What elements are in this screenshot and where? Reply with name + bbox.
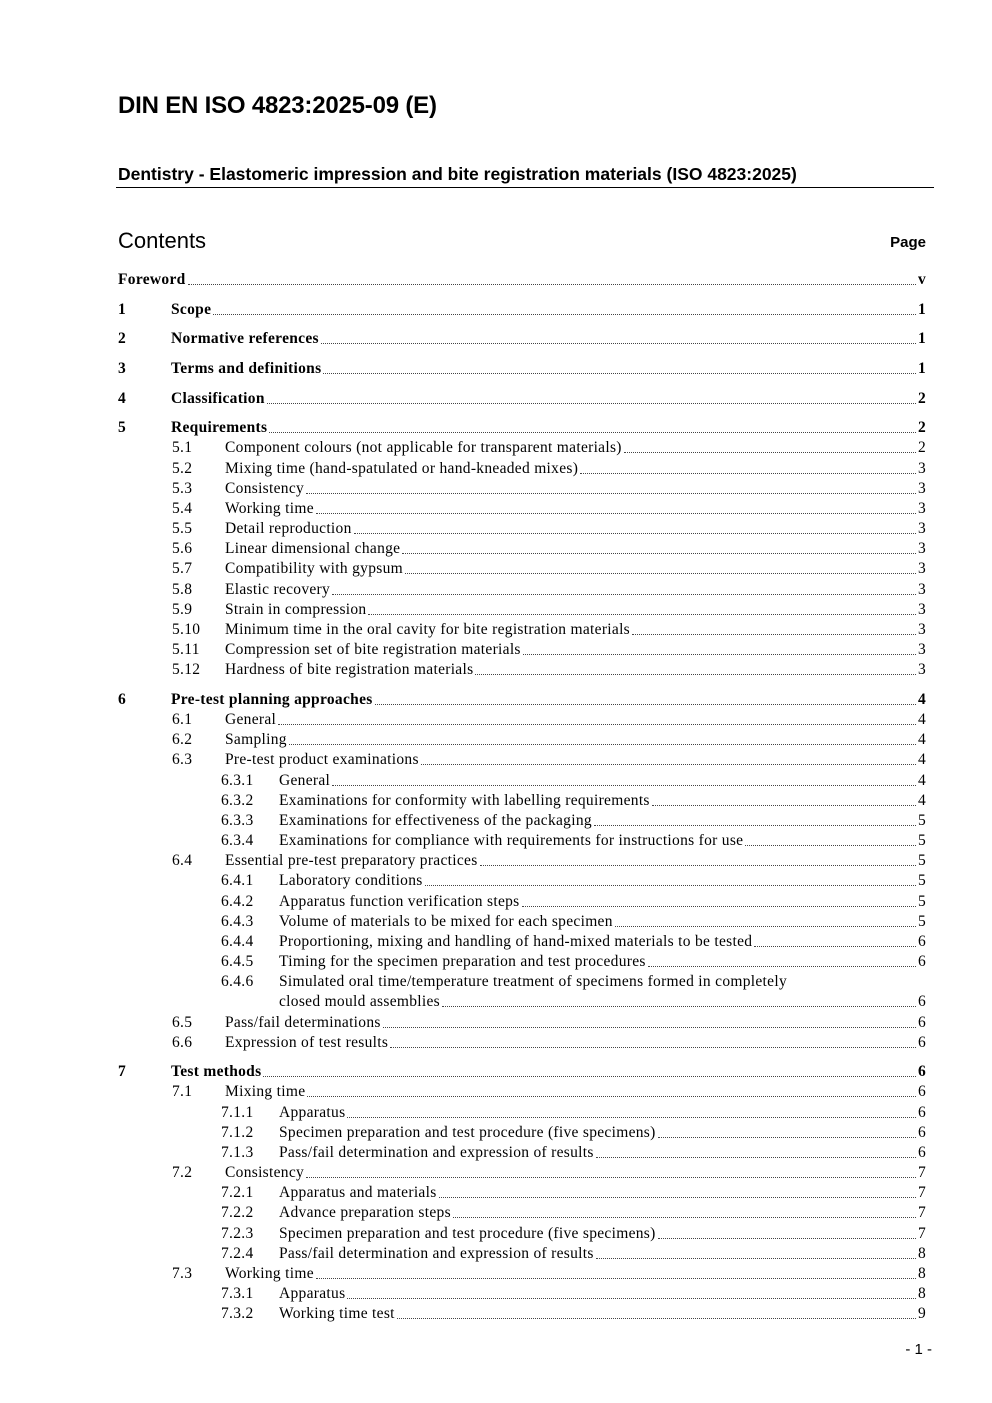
toc-dot-leader [316, 1278, 916, 1279]
toc-entry[interactable] [118, 1304, 926, 1324]
toc-entry-title: Pass/fail determination and expression of results [279, 1245, 594, 1262]
toc-dot-leader [523, 654, 916, 655]
toc-entry[interactable] [118, 1143, 926, 1163]
toc-entry-title: Proportioning, mixing and handling of hand-mixed materials to be tested [279, 933, 753, 950]
toc-entry[interactable] [118, 418, 926, 438]
toc-entry-number: 5.11 [172, 641, 200, 658]
toc-entry-title: Volume of materials to be mixed for each specimen [279, 913, 613, 930]
toc-entry-title: Consistency [225, 1164, 305, 1181]
toc-dot-leader [442, 1006, 916, 1007]
toc-entry-title: Working time [225, 500, 314, 517]
toc-entry[interactable] [118, 851, 926, 871]
toc-dot-leader [658, 1238, 916, 1239]
toc-entry-title: General [225, 711, 277, 728]
toc-entry-title: Timing for the specimen preparation and test procedures [279, 953, 646, 970]
toc-entry-title: Consistency [225, 480, 305, 497]
toc-entry[interactable] [118, 479, 926, 499]
toc-entry[interactable] [118, 932, 926, 952]
toc-entry-number: 6.3.3 [221, 812, 254, 829]
toc-entry-title-continued: closed mould assemblies [279, 993, 441, 1010]
toc-entry[interactable] [118, 1224, 926, 1244]
toc-entry-title: Advance preparation steps [279, 1204, 451, 1221]
toc-entry-page: 3 [917, 641, 926, 658]
toc-dot-leader [475, 674, 916, 675]
toc-dot-leader [425, 885, 916, 886]
toc-entry-page: 1 [917, 301, 926, 318]
toc-entry-title: Mixing time (hand-spatulated or hand-kneaded mixes) [225, 460, 579, 477]
toc-dot-leader [390, 1047, 916, 1048]
toc-dot-leader [658, 1137, 916, 1138]
toc-dot-leader [332, 594, 916, 595]
toc-entry[interactable] [118, 1264, 926, 1284]
toc-entry-page: 7 [917, 1204, 926, 1221]
toc-dot-leader [269, 432, 916, 433]
toc-entry-number: 7.2.4 [221, 1245, 254, 1262]
toc-entry-number: 7 [118, 1063, 127, 1080]
toc-entry-page: 6 [917, 1144, 926, 1161]
toc-entry[interactable] [118, 459, 926, 479]
toc-dot-leader [596, 1258, 916, 1259]
toc-dot-leader [453, 1217, 916, 1218]
toc-entry-title: Working time test [279, 1305, 395, 1322]
toc-entry-page: 4 [917, 772, 926, 789]
toc-entry[interactable] [118, 600, 926, 620]
toc-entry-page: 3 [917, 480, 926, 497]
toc-entry-page: 3 [917, 460, 926, 477]
toc-dot-leader [480, 865, 916, 866]
toc-dot-leader [267, 403, 916, 404]
toc-dot-leader [397, 1318, 916, 1319]
page-number: - 1 - [905, 1341, 932, 1358]
toc-entry-page: 9 [917, 1305, 926, 1322]
toc-entry[interactable] [118, 811, 926, 831]
toc-entry-page: 2 [917, 390, 926, 407]
toc-entry-page: 6 [917, 1083, 926, 1100]
toc-entry-title: Examinations for compliance with requirements for instructions for use [279, 832, 744, 849]
toc-entry[interactable] [118, 300, 926, 320]
toc-entry-page: 6 [917, 1034, 926, 1051]
toc-dot-leader [405, 573, 916, 574]
toc-entry[interactable] [118, 1033, 926, 1053]
toc-entry-title: Pass/fail determinations [225, 1014, 381, 1031]
toc-entry-page: 8 [917, 1245, 926, 1262]
toc-entry[interactable] [118, 972, 926, 1012]
toc-entry-title: Pass/fail determination and expression of results [279, 1144, 594, 1161]
toc-entry-number: 6.2 [172, 731, 193, 748]
toc-entry[interactable] [118, 539, 926, 559]
toc-entry[interactable] [118, 710, 926, 730]
toc-entry-title: Apparatus [279, 1285, 346, 1302]
toc-entry-page: 2 [917, 419, 926, 436]
toc-entry-title: Essential pre-test preparatory practices [225, 852, 478, 869]
toc-entry-page: 4 [917, 751, 926, 768]
toc-entry[interactable] [118, 1244, 926, 1264]
toc-entry-number: 6.4.1 [221, 872, 254, 889]
toc-entry-page: 3 [917, 661, 926, 678]
toc-entry-number: 6.3 [172, 751, 193, 768]
toc-entry-page: 6 [917, 1063, 926, 1080]
toc-dot-leader [522, 906, 916, 907]
toc-entry-title: Specimen preparation and test procedure (five specimens) [279, 1124, 656, 1141]
toc-entry-number: 3 [118, 360, 127, 377]
toc-dot-leader [439, 1197, 916, 1198]
toc-entry-title: Examinations for conformity with labelling requirements [279, 792, 650, 809]
toc-dot-leader [321, 343, 916, 344]
toc-entry[interactable] [118, 952, 926, 972]
toc-entry-page: 8 [917, 1285, 926, 1302]
toc-entry-number: 6.1 [172, 711, 193, 728]
toc-dot-leader [347, 1298, 916, 1299]
toc-entry-title: Sampling [225, 731, 287, 748]
toc-dot-leader [354, 533, 916, 534]
toc-entry-page: 6 [917, 1104, 926, 1121]
toc-dot-leader [624, 452, 916, 453]
toc-entry[interactable] [118, 1103, 926, 1123]
toc-entry-page: 1 [917, 360, 926, 377]
toc-entry-title: General [279, 772, 331, 789]
toc-entry-number: 7.3 [172, 1265, 193, 1282]
toc-entry-title: Hardness of bite registration materials [225, 661, 474, 678]
toc-dot-leader [594, 825, 916, 826]
toc-entry-number: 6.6 [172, 1034, 193, 1051]
toc-entry-title: Strain in compression [225, 601, 367, 618]
toc-dot-leader [316, 513, 916, 514]
toc-entry[interactable] [118, 640, 926, 660]
toc-dot-leader [375, 704, 916, 705]
toc-entry-number: 5.1 [172, 439, 193, 456]
toc-entry-number: 5.4 [172, 500, 193, 517]
toc-entry-page: 1 [917, 330, 926, 347]
toc-entry-number: 7.1 [172, 1083, 193, 1100]
toc-entry[interactable] [118, 1123, 926, 1143]
toc-entry-page: 7 [917, 1164, 926, 1181]
toc-entry-page: 7 [917, 1225, 926, 1242]
toc-entry[interactable] [118, 359, 926, 379]
toc-dot-leader [368, 614, 915, 615]
toc-dot-leader [289, 744, 916, 745]
toc-entry[interactable] [118, 750, 926, 770]
toc-dot-leader [263, 1076, 915, 1077]
toc-entry[interactable] [118, 1284, 926, 1304]
toc-entry-page: 5 [917, 872, 926, 889]
toc-entry-page: 3 [917, 500, 926, 517]
toc-entry-page: 5 [917, 893, 926, 910]
toc-entry[interactable] [118, 389, 926, 409]
toc-entry-title: Simulated oral time/temperature treatment of specimens formed in completely [279, 973, 788, 990]
toc-entry-page: 5 [917, 913, 926, 930]
toc-dot-leader [596, 1157, 916, 1158]
toc-entry[interactable] [118, 730, 926, 750]
toc-entry-page: 5 [917, 812, 926, 829]
toc-entry[interactable] [118, 499, 926, 519]
toc-entry-page: 4 [917, 691, 926, 708]
toc-entry-number: 2 [118, 330, 127, 347]
toc-entry-page: 3 [917, 621, 926, 638]
toc-entry-page: 4 [917, 731, 926, 748]
toc-entry[interactable] [118, 1062, 926, 1082]
toc-entry-title: Linear dimensional change [225, 540, 401, 557]
toc-entry[interactable] [118, 912, 926, 932]
toc-entry-title: Specimen preparation and test procedure (five specimens) [279, 1225, 656, 1242]
toc-entry-number: 6.4.6 [221, 973, 254, 990]
toc-entry-title: Classification [171, 390, 265, 407]
toc-entry-number: 5 [118, 419, 127, 436]
toc-entry[interactable] [118, 660, 926, 680]
toc-entry-number: 7.2.2 [221, 1204, 254, 1221]
toc-entry-page: 8 [917, 1265, 926, 1282]
toc-entry-page: 3 [917, 560, 926, 577]
toc-dot-leader [648, 966, 916, 967]
toc-entry-number: 6.5 [172, 1014, 193, 1031]
toc-entry-page: 3 [917, 540, 926, 557]
toc-entry[interactable] [118, 1082, 926, 1102]
toc-entry-title: Pre-test planning approaches [171, 691, 373, 708]
toc-entry-page: 5 [917, 852, 926, 869]
toc-entry-number: 7.2.1 [221, 1184, 254, 1201]
toc-entry-page: 3 [917, 520, 926, 537]
toc-dot-leader [745, 845, 916, 846]
toc-entry-number: 7.3.2 [221, 1305, 254, 1322]
toc-entry-number: 6.4.2 [221, 893, 254, 910]
toc-entry-number: 6.3.1 [221, 772, 254, 789]
toc-entry-title: Laboratory conditions [279, 872, 423, 889]
toc-dot-leader [632, 634, 916, 635]
toc-entry-title: Working time [225, 1265, 314, 1282]
toc-entry-title: Scope [171, 301, 212, 318]
toc-dot-leader [652, 805, 916, 806]
toc-entry[interactable] [118, 1163, 926, 1183]
toc-entry[interactable] [118, 690, 926, 710]
toc-entry-title: Mixing time [225, 1083, 306, 1100]
toc-dot-leader [188, 284, 916, 285]
toc-entry[interactable] [118, 519, 926, 539]
toc-entry[interactable] [118, 892, 926, 912]
toc-entry-page: 4 [917, 792, 926, 809]
toc-dot-leader [615, 926, 916, 927]
toc-dot-leader [323, 373, 916, 374]
toc-entry-title: Compatibility with gypsum [225, 560, 404, 577]
toc-entry-number: 6.3.2 [221, 792, 254, 809]
toc-entry-number: 5.7 [172, 560, 193, 577]
toc-entry-number: 5.3 [172, 480, 193, 497]
toc-dot-leader [347, 1117, 916, 1118]
toc-entry-page: 3 [917, 581, 926, 598]
toc-entry-number: 5.6 [172, 540, 193, 557]
toc-dot-leader [754, 946, 916, 947]
toc-entry[interactable] [118, 270, 926, 290]
toc-entry[interactable] [118, 791, 926, 811]
toc-entry-number: 7.1.2 [221, 1124, 254, 1141]
toc-entry-number: 5.9 [172, 601, 193, 618]
toc-entry[interactable] [118, 771, 926, 791]
toc-entry-title: Apparatus and materials [279, 1184, 437, 1201]
toc-entry-page: 6 [917, 1014, 926, 1031]
toc-entry-page: 5 [917, 832, 926, 849]
toc-entry[interactable] [118, 1203, 926, 1223]
toc-dot-leader [278, 724, 916, 725]
toc-entry-page: 6 [917, 1124, 926, 1141]
toc-entry-title: Test methods [171, 1063, 262, 1080]
toc-entry-page: 4 [917, 711, 926, 728]
toc-entry[interactable] [118, 1013, 926, 1033]
toc-entry-title: Normative references [171, 330, 319, 347]
toc-entry-number: 4 [118, 390, 127, 407]
toc-entry-number: 6.4.5 [221, 953, 254, 970]
toc-entry[interactable] [118, 329, 926, 349]
toc-entry[interactable] [118, 831, 926, 851]
toc-entry-title: Expression of test results [225, 1034, 389, 1051]
toc-entry-title: Apparatus function verification steps [279, 893, 520, 910]
toc-entry-page: v [917, 271, 926, 288]
toc-entry-number: 7.2 [172, 1164, 193, 1181]
toc-entry-title: Component colours (not applicable for transparent materials) [225, 439, 622, 456]
toc-dot-leader [213, 314, 916, 315]
toc-entry[interactable] [118, 1183, 926, 1203]
toc-entry-number: 5.12 [172, 661, 201, 678]
toc-entry-number: 7.3.1 [221, 1285, 254, 1302]
document-title: DIN EN ISO 4823:2025-09 (E) [118, 92, 437, 119]
toc-entry-title: Elastic recovery [225, 581, 331, 598]
toc-dot-leader [332, 785, 916, 786]
toc-entry-number: 7.1.3 [221, 1144, 254, 1161]
toc-entry[interactable] [118, 580, 926, 600]
toc-dot-leader [580, 473, 916, 474]
toc-entry-title: Pre-test product examinations [225, 751, 419, 768]
toc-entry-title: Compression set of bite registration materials [225, 641, 521, 658]
toc-dot-leader [306, 1177, 916, 1178]
toc-entry[interactable] [118, 559, 926, 579]
toc-entry-number: 5.10 [172, 621, 201, 638]
toc-entry-number: 5.8 [172, 581, 193, 598]
toc-dot-leader [307, 1096, 916, 1097]
toc-entry-number: 1 [118, 301, 127, 318]
toc-entry-number: 6.4 [172, 852, 193, 869]
toc-entry-page: 7 [917, 1184, 926, 1201]
toc-dot-leader [402, 553, 916, 554]
toc-entry-title: Requirements [171, 419, 268, 436]
toc-entry-number: 6.4.3 [221, 913, 254, 930]
toc-entry-number: 6 [118, 691, 127, 708]
toc-entry-page: 6 [917, 933, 926, 950]
toc-entry[interactable] [118, 620, 926, 640]
toc-dot-leader [306, 493, 916, 494]
page-column-heading: Page [890, 234, 926, 251]
toc-entry-title: Apparatus [279, 1104, 346, 1121]
toc-entry-page: 6 [917, 953, 926, 970]
toc-entry[interactable] [118, 438, 926, 458]
toc-entry-title: Examinations for effectiveness of the packaging [279, 812, 592, 829]
toc-entry-number: 5.2 [172, 460, 193, 477]
toc-entry[interactable] [118, 871, 926, 891]
toc-dot-leader [383, 1027, 916, 1028]
toc-dot-leader [421, 764, 916, 765]
toc-entry-number: 6.4.4 [221, 933, 254, 950]
toc-entry-title: Minimum time in the oral cavity for bite registration materials [225, 621, 631, 638]
toc-entry-page: 3 [917, 601, 926, 618]
toc-entry-title: Detail reproduction [225, 520, 352, 537]
toc-entry-number: 7.1.1 [221, 1104, 254, 1121]
toc-entry-number: 7.2.3 [221, 1225, 254, 1242]
toc-entry-title: Terms and definitions [171, 360, 322, 377]
toc-entry-number: 5.5 [172, 520, 193, 537]
toc-entry-page: 6 [917, 993, 926, 1010]
document-subtitle: Dentistry - Elastomeric impression and bite registration materials (ISO 4823:2025) [118, 164, 797, 184]
toc-entry-number: 6.3.4 [221, 832, 254, 849]
toc-entry-title: Foreword [118, 271, 186, 288]
contents-heading: Contents [118, 228, 207, 253]
toc-entry-page: 2 [917, 439, 926, 456]
